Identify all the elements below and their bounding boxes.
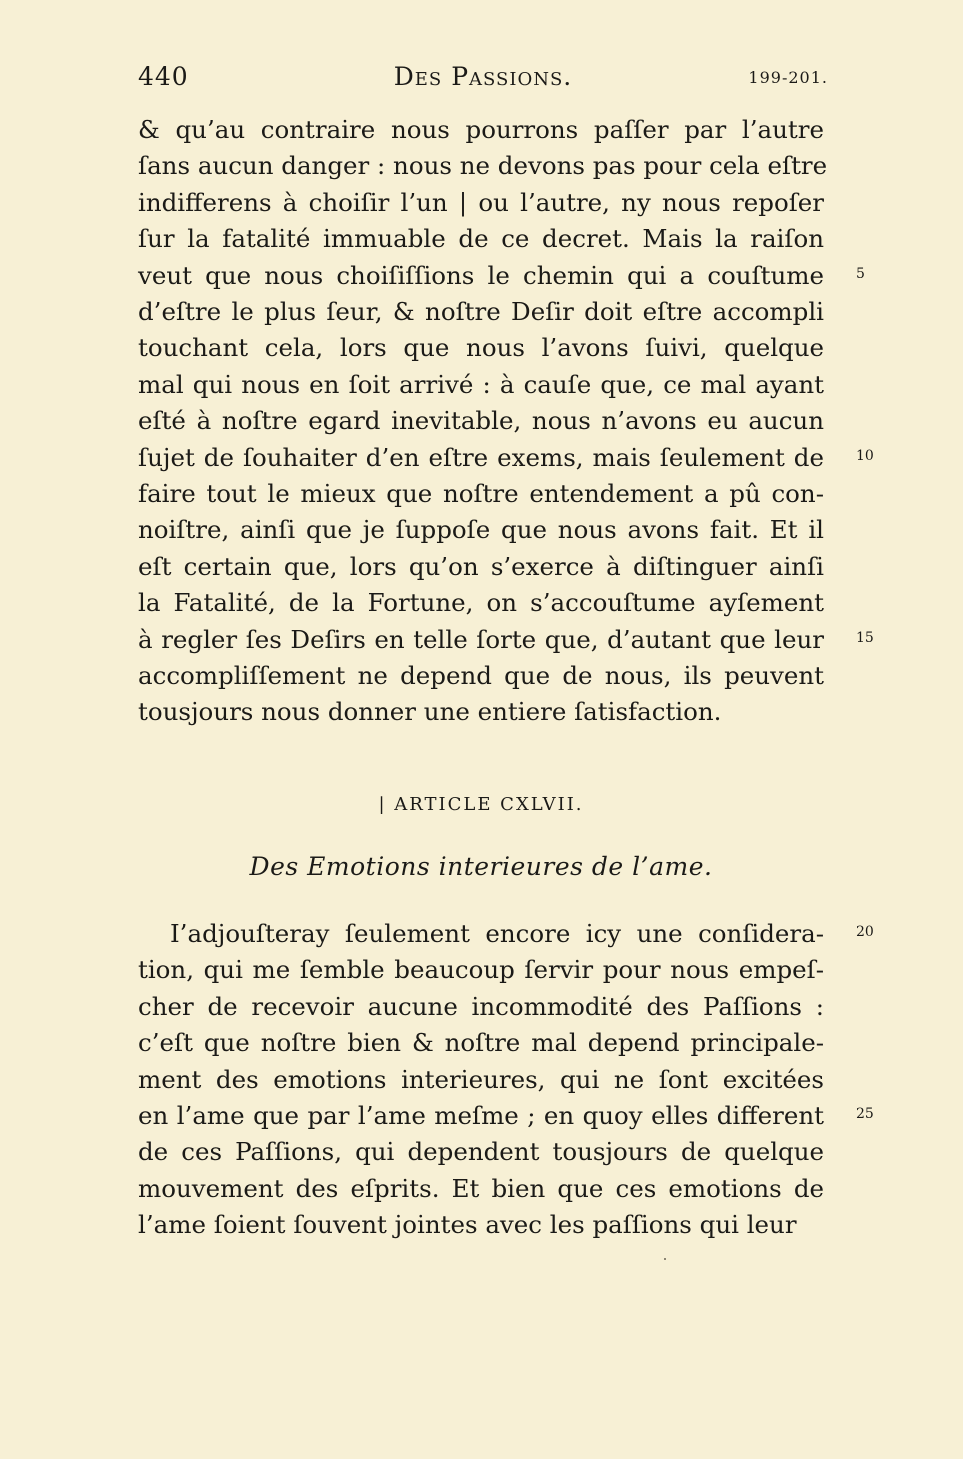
margin-line-number: 25: [856, 1106, 874, 1122]
text-line: l’ame ſoient ſouvent jointes avec les paſſions qui leur: [138, 1210, 797, 1240]
text-line: en l’ame que par l’ame meſme ; en quoy elles different: [138, 1101, 824, 1130]
text-line: accompliſſement ne depend que de nous, ils peuvent: [138, 661, 824, 690]
text-line: tion, qui me ſemble beaucoup ſervir pour nous empeſ-: [138, 955, 824, 985]
text-line: ſujet de ſouhaiter d’en eſtre exems, mais ſeulement de: [138, 442, 824, 472]
article-heading: | ARTICLE CXLVII.: [378, 794, 584, 815]
text-line: cher de recevoir aucune incommodité des Paſſions :: [138, 991, 824, 1021]
paper-speck: [664, 1258, 666, 1260]
text-line: mal qui nous en ſoit arrivé : à cauſe que, ce mal ayant: [138, 369, 824, 399]
margin-line-number: 10: [856, 447, 874, 464]
text-line: eſt certain que, lors qu’on s’exerce à diſtinguer ainſi: [138, 551, 824, 581]
text-line: mouvement des eſprits. Et bien que ces emotions de: [138, 1173, 824, 1203]
text-line: la Fatalité, de la Fortune, on s’accouſtume ayſement: [138, 588, 824, 618]
running-title: Des Passions.: [393, 62, 573, 91]
text-line: c’eſt que noſtre bien & noſtre mal depend principale-: [138, 1028, 824, 1058]
article-subtitle: Des Emotions interieures de l’ame.: [249, 852, 713, 881]
margin-line-number: 5: [856, 265, 865, 282]
text-line: touchant cela, lors que nous l’avons ſuivi, quelque: [138, 333, 824, 363]
text-line: noiſtre, ainſi que je ſuppoſe que nous avons fait. Et il: [138, 515, 824, 545]
text-line: faire tout le mieux que noſtre entendement a pû con-: [138, 479, 824, 508]
text-line: indifferens à choiſir l’un | ou l’autre, ny nous repoſer: [138, 187, 824, 217]
text-line: ſur la fatalité immuable de ce decret. Mais la raiſon: [138, 224, 824, 254]
text-line: de ces Paſſions, qui dependent tousjours de quelque: [138, 1137, 824, 1167]
text-line: I’adjouſteray ſeulement encore icy une conſidera-: [170, 919, 824, 948]
text-line: eſté à noſtre egard inevitable, nous n’avons eu aucun: [138, 406, 824, 436]
text-line: veut que nous choiſiſſions le chemin qui a couſtume: [138, 260, 824, 290]
section-range: 199-201.: [748, 68, 828, 87]
text-line: tousjours nous donner une entiere ſatisfaction.: [138, 697, 722, 727]
text-line: à regler ſes Deſirs en telle ſorte que, d’autant que leur: [138, 624, 824, 654]
text-line: ment des emotions interieures, qui ne ſont excitées: [138, 1064, 824, 1094]
margin-line-number: 20: [856, 924, 874, 940]
page-header: [138, 62, 828, 96]
text-line: ſans aucun danger : nous ne devons pas pour cela eſtre: [138, 151, 828, 181]
text-line: d’eſtre le plus ſeur, & noſtre Deſir doit eſtre accompli: [138, 297, 824, 326]
margin-line-number: 15: [856, 629, 874, 646]
text-line: & qu’au contraire nous pourrons paſſer par l’autre: [138, 115, 824, 144]
page-number: 440: [138, 62, 189, 91]
